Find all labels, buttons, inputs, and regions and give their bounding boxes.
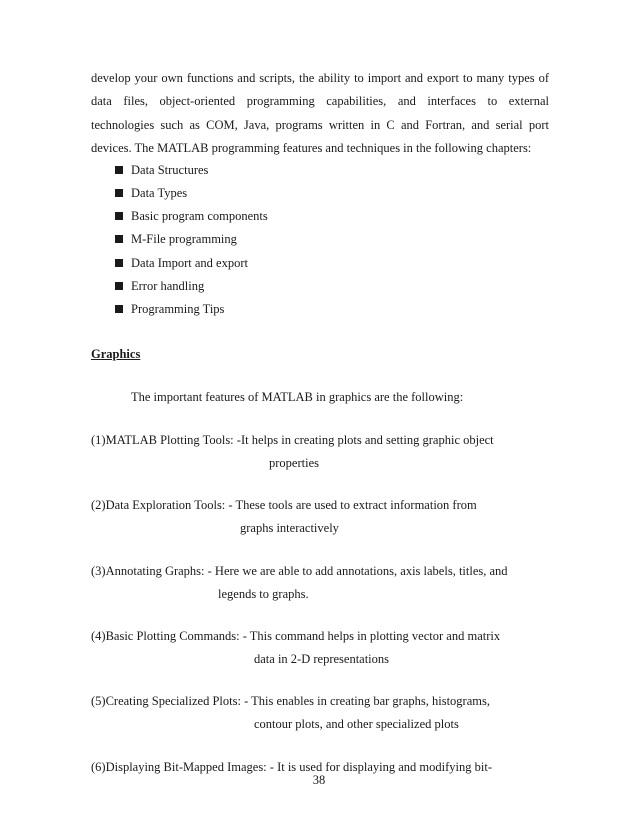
intro-line-3: technologies such as COM, Java, programs written in C and Fortran, and serial port [91, 118, 549, 132]
feature-item-continuation: properties [269, 456, 319, 470]
feature-item-line: (1)MATLAB Plotting Tools: -It helps in creating plots and setting graphic object [91, 433, 494, 447]
section-heading: Graphics [91, 347, 141, 361]
bullet-text: Data Import and export [131, 256, 248, 270]
bullet-text: Data Types [131, 186, 188, 200]
intro-line-2: data files, object-oriented programming capabilities, and interfaces to external [91, 94, 549, 108]
bullet-marker-icon [115, 166, 123, 174]
feature-item-continuation: legends to graphs. [218, 587, 309, 601]
bullet-text: Basic program components [131, 209, 268, 223]
graphics-intro: The important features of MATLAB in graphics are the following: [131, 390, 464, 404]
bullet-marker-icon [115, 212, 123, 220]
bullet-marker-icon [115, 282, 123, 290]
bullet-marker-icon [115, 305, 123, 313]
feature-item-continuation: graphs interactively [240, 521, 339, 535]
bullet-text: Data Structures [131, 163, 209, 177]
feature-item-line: (6)Displaying Bit-Mapped Images: - It is used for displaying and modifying bit- [91, 760, 492, 774]
bullet-marker-icon [115, 259, 123, 267]
bullet-marker-icon [115, 189, 123, 197]
feature-item-continuation: data in 2-D representations [254, 652, 390, 666]
feature-item-line: (3)Annotating Graphs: - Here we are able to add annotations, axis labels, titles, and [91, 564, 508, 578]
feature-item-continuation: contour plots, and other specialized plots [254, 717, 459, 731]
feature-item-line: (5)Creating Specialized Plots: - This enables in creating bar graphs, histograms, [91, 694, 490, 708]
bullet-text: M-File programming [131, 232, 237, 246]
feature-item-line: (2)Data Exploration Tools: - These tools are used to extract information from [91, 498, 477, 512]
page-number: 38 [312, 773, 326, 787]
intro-line-1: develop your own functions and scripts, the ability to import and export to many types of [91, 71, 549, 85]
bullet-text: Error handling [131, 279, 205, 293]
feature-item-line: (4)Basic Plotting Commands: - This command helps in plotting vector and matrix [91, 629, 501, 643]
bullet-text: Programming Tips [131, 302, 225, 316]
intro-line-4: devices. The MATLAB programming features and techniques in the following chapters: [91, 141, 532, 155]
bullet-marker-icon [115, 235, 123, 243]
